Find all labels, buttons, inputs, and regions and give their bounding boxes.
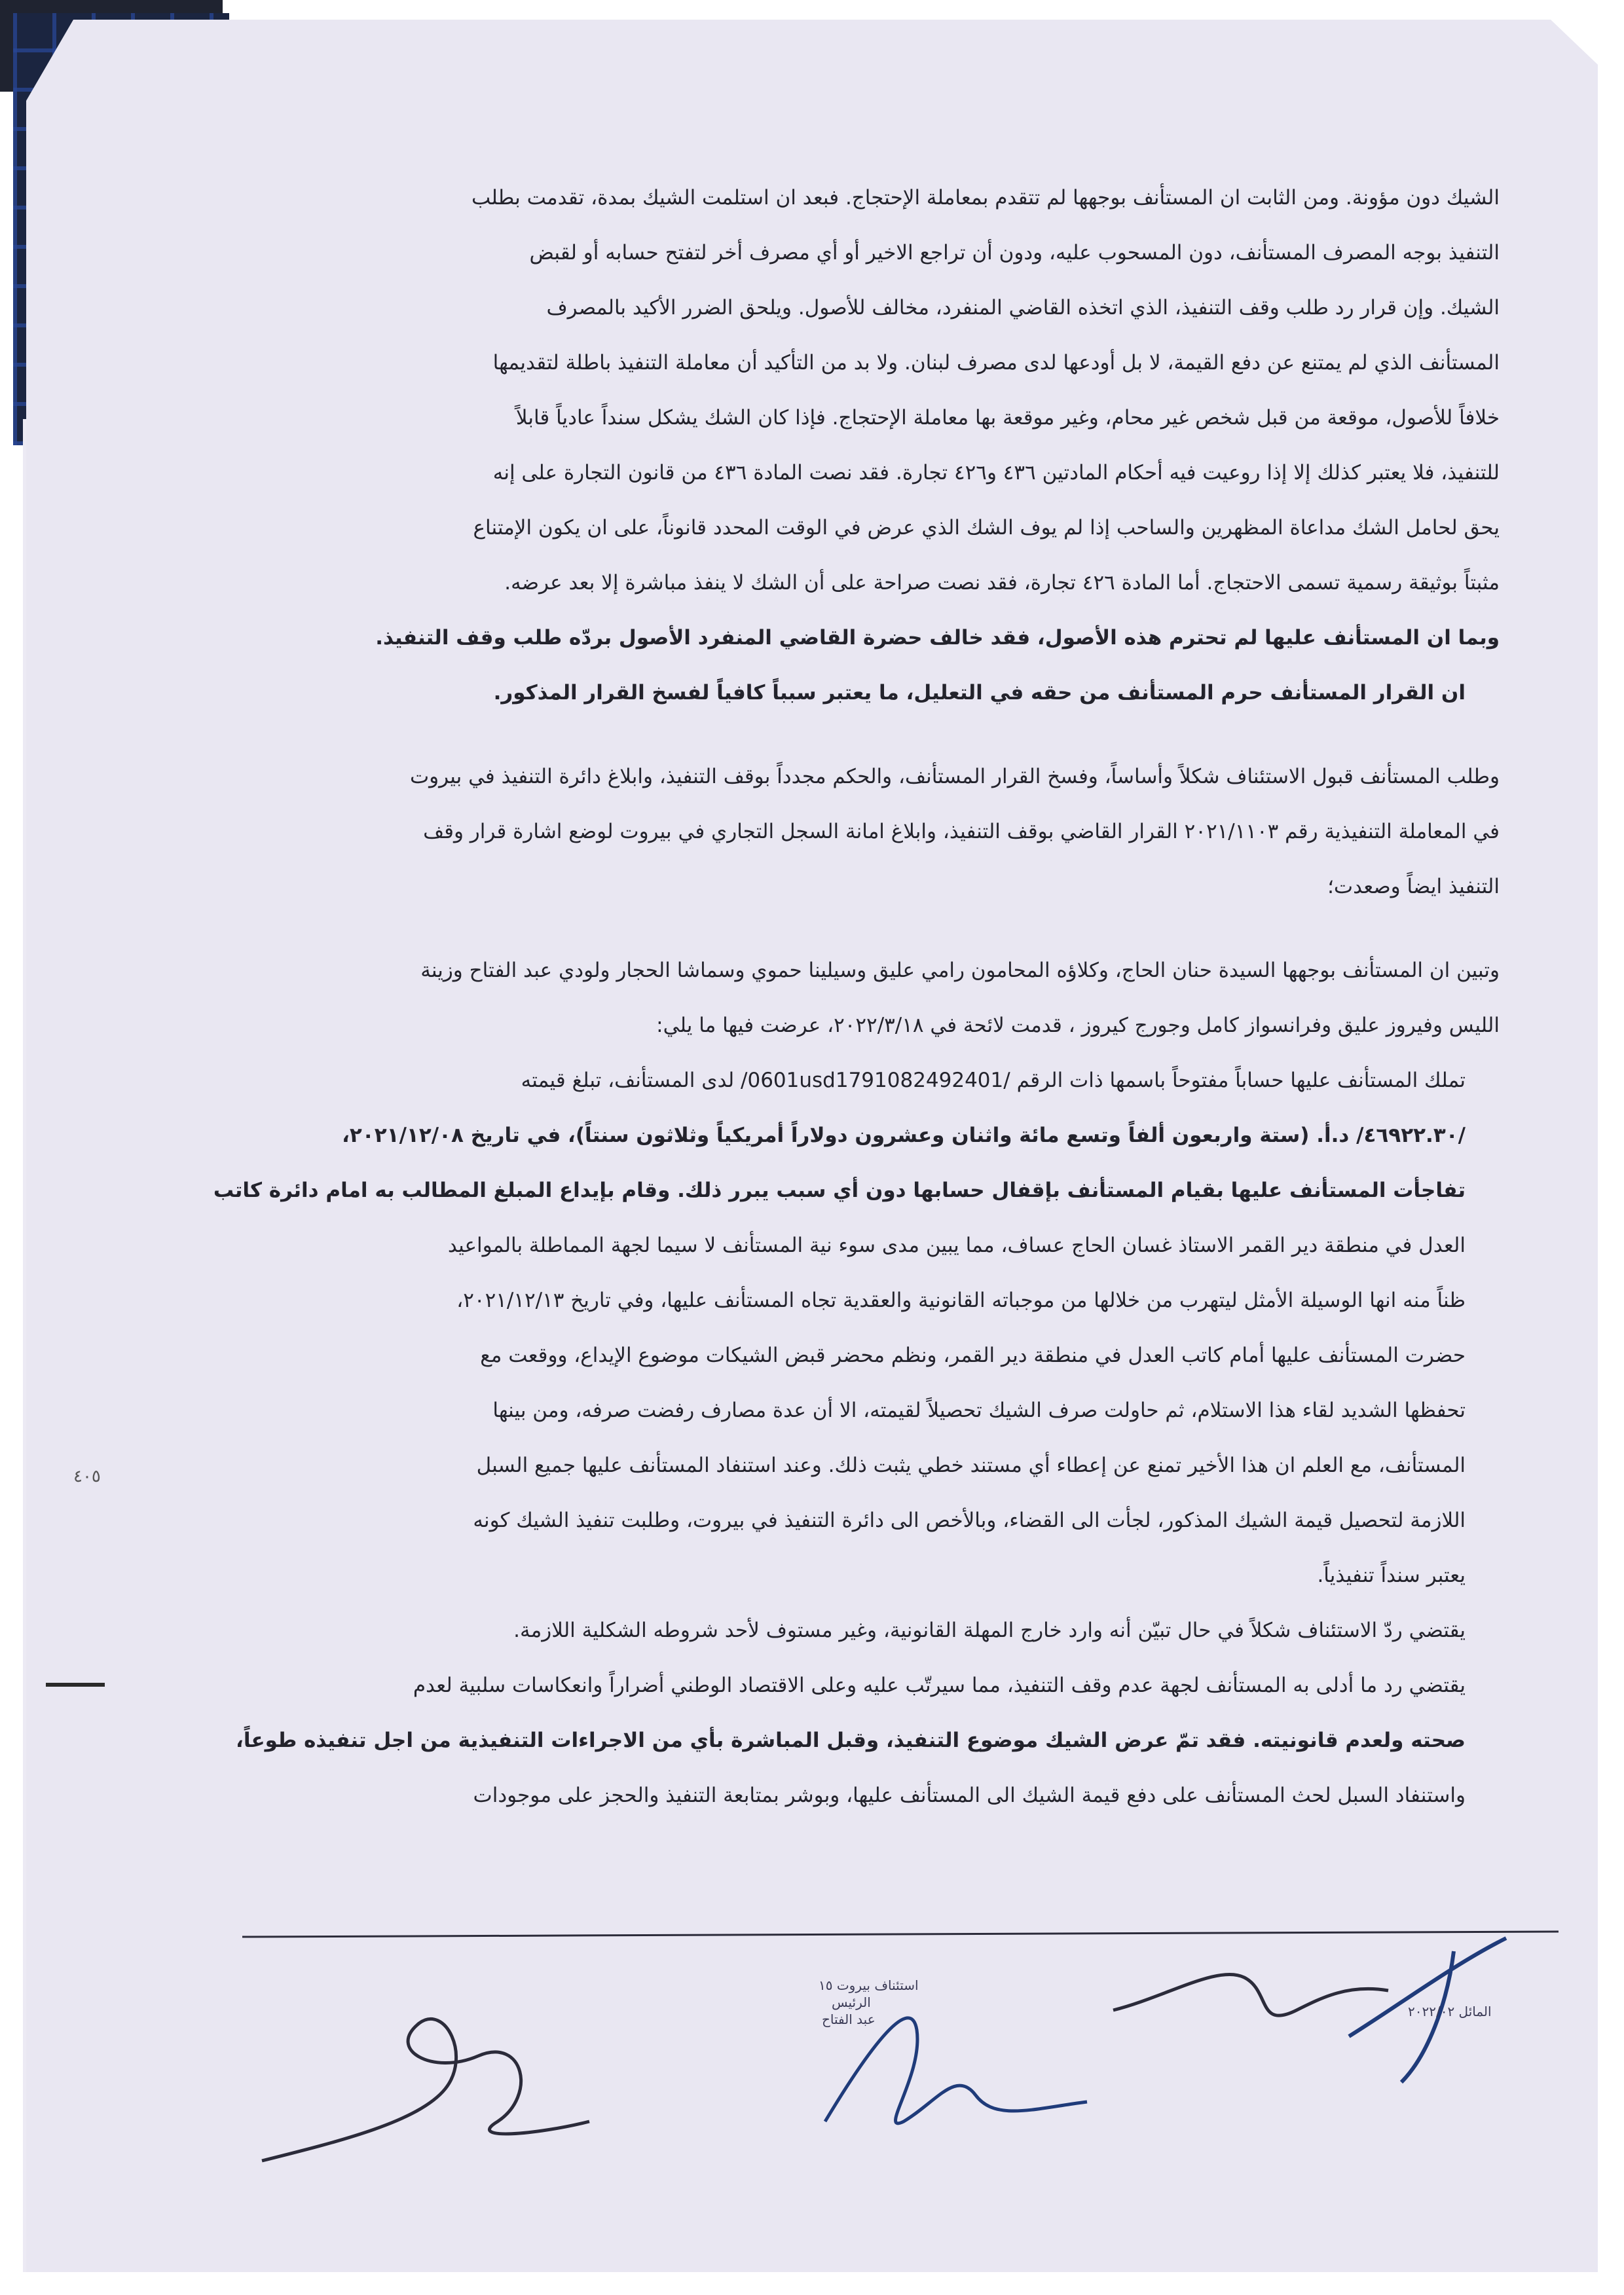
bullet-2-line: يعتبر سنداً تنفيذياً. xyxy=(1317,1564,1466,1587)
bullet-1: ان القرار المستأنف حرم المستأنف من حقه في التعليل، ما يعتبر سبباً كافياً لفسخ القرار المذكور. xyxy=(493,681,1466,705)
bullet-2-line: تفاجأت المستأنف عليها بقيام المستأنف بإقفال حسابها دون أي سبب يبرر ذلك. وقام بإيداع المبلغ المطالب به امام دائرة كاتب xyxy=(213,1179,1466,1202)
signature-center xyxy=(825,2018,1087,2123)
stamp-date: المائل ٢٠٢٢/٠٢ xyxy=(1408,2004,1492,2019)
signature-left xyxy=(262,2019,589,2161)
request-line: في المعاملة التنفيذية رقم ٢٠٢١/١١٠٣ القرار القاضي بوقف التنفيذ، وابلاغ امانة السجل التجاري في بيروت لوضع اشارة قرار وقف xyxy=(423,820,1500,843)
bullet-4-line: صحته ولعدم قانونيته. فقد تمّ عرض الشيك موضوع التنفيذ، وقبل المباشرة بأي من الاجراءات التنفيذية من اجل تنفيذه طوعاً، xyxy=(236,1729,1466,1752)
body-line: مثبتاً بوثيقة رسمية تسمى الاحتجاج. أما المادة ٤٢٦ تجارة، فقد نصت صراحة على أن الشك لا ينفذ مباشرة إلا بعد عرضه. xyxy=(504,571,1500,595)
bullet-2-line: حضرت المستأنف عليها أمام كاتب العدل في منطقة دير القمر، ونظم محضر قبض الشيكات موضوع الإيداع، ووقعت مع xyxy=(480,1344,1466,1367)
body-line: يحق لحامل الشك مداعاة المظهرين والساحب إذا لم يوف الشك الذي عرض في الوقت المحدد قانوناً، على ان يكون الإمتناع xyxy=(473,516,1500,540)
bullet-4-line: يقتضي رد ما أدلى به المستأنف لجهة عدم وقف التنفيذ، مما سيرتّب عليه وعلى الاقتصاد الوطني أضراراً وانعكاسات سلبية لعدم xyxy=(413,1674,1466,1697)
bullet-3: يقتضي ردّ الاستئناف شكلاً في حال تبيّن أنه وارد خارج المهلة القانونية، وغير مستوف لأحد شروطه الشكلية اللازمة. xyxy=(513,1619,1466,1642)
body-line: التنفيذ بوجه المصرف المستأنف، دون المسحوب عليه، ودون أن تراجع الاخير أو أي مصرف أخر لتفتح حسابه أو لقبض xyxy=(529,241,1500,265)
signature-right-a xyxy=(1113,1974,1388,2015)
body-line: للتنفيذ، فلا يعتبر كذلك إلا إذا روعيت فيه أحكام المادتين ٤٣٦ و٤٢٦ تجارة. فقد نصت المادة ٤٣٦ من قانون التجارة على إنه xyxy=(492,461,1500,485)
request-line: وطلب المستأنف قبول الاستئناف شكلاً وأساساً، وفسخ القرار المستأنف، والحكم مجدداً بوقف التنفيذ، وابلاغ دائرة التنفيذ في بيروت xyxy=(410,765,1500,788)
bullet-2-line: اللازمة لتحصيل قيمة الشيك المذكور، لجأت الى القضاء، وبالأخص الى دائرة التنفيذ في بيروت، وطلبت تنفيذ الشيك كونه xyxy=(473,1509,1466,1532)
bullet-2-line: تحفظها الشديد لقاء هذا الاستلام، ثم حاولت صرف الشيك تحصيلاً لقيمته، الا أن عدة مصارف رفضت صرفه، ومن بينها xyxy=(492,1399,1466,1422)
binding-mark xyxy=(46,1683,105,1687)
bullet-2-line: /٤٦٩٢٢.٣٠/ د.أ. (ستة واربعون ألفاً وتسع مائة واثنان وعشرون دولاراً أمريكياً وثلاثون سنتاً)، في تاريخ ٢٠٢١/١٢/٠٨، xyxy=(342,1124,1466,1147)
stamp-line: استئناف بيروت ١٥ xyxy=(819,1977,919,1993)
body-line: خلافاً للأصول، موقعة من قبل شخص غير محام، وغير موقعة بها معاملة الإحتجاج. فإذا كان الشك يشكل سنداً عادياً قابلاً xyxy=(515,406,1500,430)
body-line: الشيك. وإن قرار رد طلب وقف التنفيذ، الذي اتخذه القاضي المنفرد، مخالف للأصول. ويلحق الضرر الأكيد بالمصرف xyxy=(546,296,1500,320)
respondent-line: وتبين ان المستأنف بوجهها السيدة حنان الحاج، وكلاؤه المحامون رامي عليق وسيلينا حموي وسماشا الحجار ولودي عبد الفتاح وزينة xyxy=(420,959,1500,982)
bullet-2-line: ظناً منه انها الوسيلة الأمثل ليتهرب من خلالها من موجباته القانونية والعقدية تجاه المستأنف عليها، وفي تاريخ ٢٠٢١/١٢/١٣، xyxy=(456,1289,1466,1312)
respondent-line: الليس وفيروز عليق وفرانسواز كامل وجورج كيروز ، قدمت لائحة في ٢٠٢٢/٣/١٨، عرضت فيها ما يلي: xyxy=(656,1014,1500,1037)
document-body xyxy=(72,170,1500,1823)
margin-number: ٤٠٥ xyxy=(73,1467,101,1486)
request-line: التنفيذ ايضاً وصعدت؛ xyxy=(1327,875,1500,898)
body-line: المستأنف الذي لم يمتنع عن دفع القيمة، لا بل أودعها لدى مصرف لبنان. ولا بد من التأكيد أن معاملة التنفيذ باطلة لتقديمها xyxy=(492,351,1500,375)
body-line: وبما ان المستأنف عليها لم تحترم هذه الأصول، فقد خالف حضرة القاضي المنفرد الأصول بردّه طلب وقف التنفيذ. xyxy=(375,626,1500,650)
bullet-2-line: المستأنف، مع العلم ان هذا الأخير تمنع عن إعطاء أي مستند خطي يثبت ذلك. وعند استنفاد المستأنف عليها جميع السبل xyxy=(476,1454,1466,1477)
body-line: الشيك دون مؤونة. ومن الثابت ان المستأنف بوجهها لم تتقدم بمعاملة الإحتجاج. فبعد ان استلمت الشيك بمدة، تقدمت بطلب xyxy=(471,186,1500,210)
bullet-2-line: تملك المستأنف عليها حساباً مفتوحاً باسمها ذات الرقم /0601usd1791082492401/ لدى المستأنف، تبلغ قيمته xyxy=(521,1069,1466,1092)
bullet-4-line: واستنفاد السبل لحث المستأنف على دفع قيمة الشيك الى المستأنف عليها، وبوشر بمتابعة التنفيذ والحجز على موجودات xyxy=(473,1784,1466,1807)
stamp-line: عبد الفتاح xyxy=(822,2011,876,2027)
bullet-2-line: العدل في منطقة دير القمر الاستاذ غسان الحاج عساف، مما يبين مدى سوء نية المستأنف لا سيما لجهة المماطلة بالمواعيد xyxy=(447,1234,1466,1257)
stamp-line: الرئيس xyxy=(832,1994,871,2010)
signatures-area xyxy=(170,1925,1572,2200)
signature-baseline xyxy=(242,1932,1559,1937)
